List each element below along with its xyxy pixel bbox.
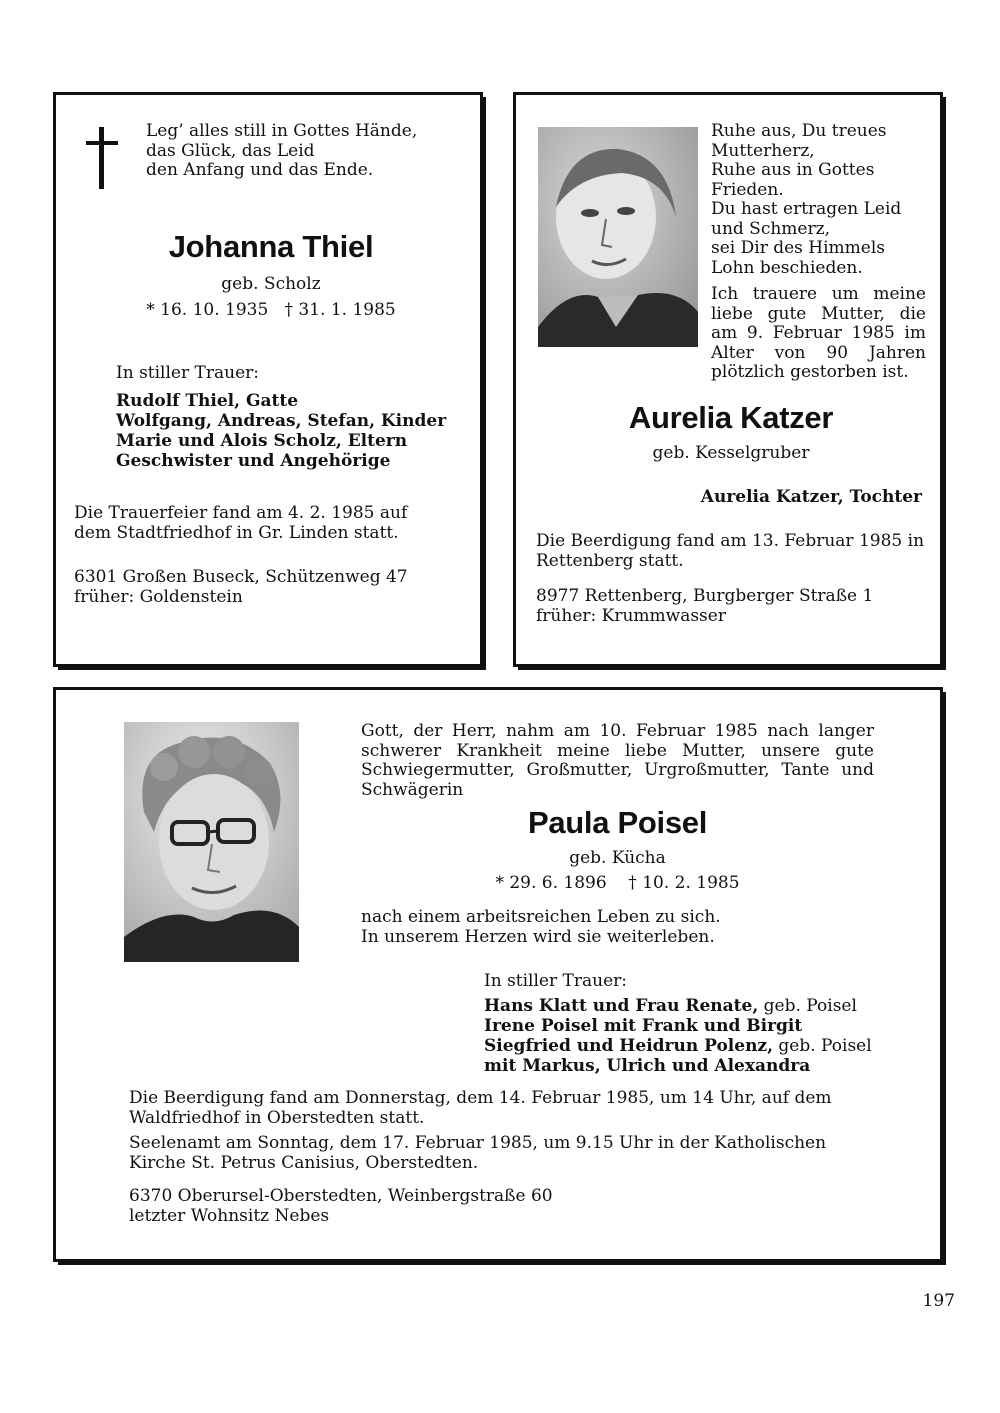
life-dates: * 16. 10. 1935 † 31. 1. 1985	[146, 300, 396, 320]
requiem-text: Seelenamt am Sonntag, dem 17. Februar 1985, um 9.15 Uhr in der Katholischen Kirche St. Petrus Canisius, Oberstedten.	[129, 1133, 827, 1173]
mourner-line: Hans Klatt und Frau Renate, geb. Poisel	[484, 996, 857, 1016]
epitaph: Leg’ alles still in Gottes Hände, das Glück, das Leid den Anfang und das Ende.	[146, 121, 418, 180]
mourner-line: Rudolf Thiel, Gatte	[116, 391, 299, 411]
mourning-intro: In stiller Trauer:	[116, 363, 259, 383]
funeral-text: Die Beerdigung fand am Donnerstag, dem 14. Februar 1985, um 14 Uhr, auf dem Waldfriedhof in Oberstedten statt.	[129, 1088, 832, 1128]
funeral-text: Die Beerdigung fand am 13. Februar 1985 in Rettenberg statt.	[536, 531, 925, 571]
page-number: 197	[922, 1291, 955, 1311]
mourner-line: mit Markus, Ulrich und Alexandra	[484, 1056, 811, 1076]
address: 6301 Großen Buseck, Schützenweg 47 früher: Goldenstein	[74, 567, 408, 607]
mourner-line: Aurelia Katzer, Tochter	[700, 487, 922, 507]
outro-text: nach einem arbeitsreichen Leben zu sich. In unserem Herzen wird sie weiterleben.	[361, 907, 721, 947]
maiden-name: geb. Scholz	[221, 274, 321, 294]
maiden-name: geb. Kücha	[569, 848, 666, 868]
mourner-line: Wolfgang, Andreas, Stefan, Kinder	[116, 411, 447, 431]
address: 8977 Rettenberg, Burgberger Straße 1 früher: Krummwasser	[536, 586, 874, 626]
deceased-name: Paula Poisel	[527, 805, 708, 840]
obituary-aurelia-katzer	[513, 92, 943, 667]
portrait-photo	[124, 722, 299, 962]
life-dates: * 29. 6. 1896 † 10. 2. 1985	[495, 873, 740, 893]
cross-icon	[86, 127, 118, 189]
mourner-line: Irene Poisel mit Frank und Birgit	[484, 1016, 803, 1036]
address: 6370 Oberursel-Oberstedten, Weinbergstraße 60 letzter Wohnsitz Nebes	[129, 1186, 553, 1226]
poem: Ruhe aus, Du treues Mutterherz, Ruhe aus in Gottes Frieden. Du hast ertragen Leid und Schmerz, sei Dir des Himmels Lohn beschieden.	[711, 121, 902, 278]
portrait-photo	[538, 127, 698, 347]
mourner-line: Marie und Alois Scholz, Eltern	[116, 431, 408, 451]
obituary-johanna-thiel	[53, 92, 483, 667]
ceremony-text: Die Trauerfeier fand am 4. 2. 1985 auf dem Stadtfriedhof in Gr. Linden statt.	[74, 503, 408, 543]
maiden-name: geb. Kesselgruber	[652, 443, 810, 463]
obituary-paula-poisel	[53, 687, 943, 1262]
mourner-line: Geschwister und Angehörige	[116, 451, 391, 471]
deceased-name: Aurelia Katzer	[628, 400, 834, 435]
announcement-text: Ich trauere um meine liebe gute Mutter, die am 9. Februar 1985 im Alter von 90 Jahren plötzlich gestorben ist.	[711, 284, 926, 382]
mourning-intro: In stiller Trauer:	[484, 971, 627, 991]
intro-text: Gott, der Herr, nahm am 10. Februar 1985 nach langer schwerer Krankheit meine liebe Mutter, unsere gute Schwiegermutter, Großmutter, Urgroßmutter, Tante und Schwägerin	[361, 721, 874, 800]
mourner-line: Siegfried und Heidrun Polenz, geb. Poisel	[484, 1036, 872, 1056]
deceased-name: Johanna Thiel	[168, 229, 374, 264]
